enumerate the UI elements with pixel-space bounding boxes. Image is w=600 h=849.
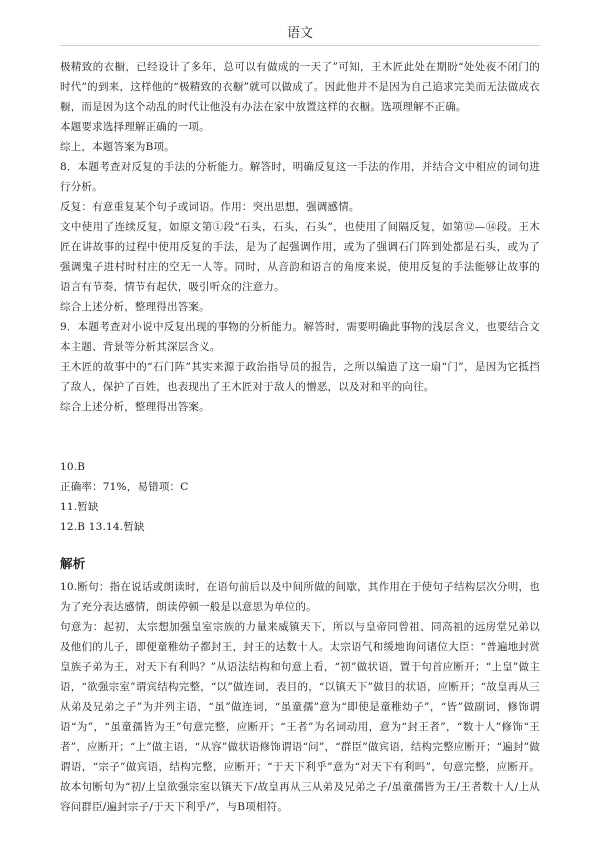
subject-title: 语文 bbox=[286, 26, 313, 41]
paragraph-q10-translation: 句意为：起初，太宗想加强皇室宗族的力量来威镇天下，所以与皇帝同曾祖、同高祖的远房堂兄弟以及他们的儿子，即便童稚幼子都封王，封王的达数十人。太宗语气和缓地询问诸位大臣：“普遍地封赏皇族子弟为王，对天下有利吗？”从语法结构和句意上看，“初”做状语，置于句首应断开；“上皇”做主语，“欲强宗室”谓宾结构完整，“以”做连词，表目的，“以镇天下”做目的状语，应断开；“故皇再从三从弟及兄弟之子”为并列主语，“虽”做连词，“虽童孺”意为“即使是童稚幼子”，“皆”做副词，修饰谓语“为”，“虽童孺皆为王”句意完整，应断开；“王者”为名词动用，意为“封王者”，“数十人”修饰“王者”，应断开；“上”做主语，“从容”做状语修饰谓语“问”，“群臣”做宾语，结构完整应断开；“遍封”做谓语，“宗子”做宾语，结构完整，应断开；“于天下利乎”意为“对天下有利吗”，句意完整，应断开。故本句断句为“初/上皇欲强宗室以镇天下/故皇再从三从弟及兄弟之子/虽童孺皆为王/王者数十人/上从容问群臣/遍封宗子/于天下利乎/”，与B项相符。 bbox=[60, 621, 540, 813]
paragraph-wardrobe: 极精致的衣橱，已经设计了多年，总可以有做成的一天了”可知，王木匠此处在期盼“处处夜不闭门的时代”的到来，这样他的“极精致的衣橱”就可以做成了。因此他并不是因为自己追求完美而无法做成衣橱，而是因为这个动乱的时代让他没有办法在家中放置这样的衣橱。选项理解不正确。 bbox=[60, 61, 540, 113]
paragraph-answer-summary: 综上，本题答案为B项。 bbox=[60, 141, 175, 153]
answer-line: 12.B 13.14.暂缺 bbox=[60, 521, 145, 533]
spacer bbox=[60, 537, 540, 551]
paragraph-q9-conclusion: 综合上述分析，整理得出答案。 bbox=[60, 401, 210, 413]
paragraph-q10-definition: 10.断句：指在说话或朗读时，在语句前后以及中间所做的间歇，其作用在于使句子结构层次分明，也为了充分表达感情，朗读停顿一般是以意思为单位的。 bbox=[60, 581, 540, 613]
answer-line: 10.B bbox=[60, 461, 86, 473]
header-divider bbox=[60, 45, 540, 46]
spacer bbox=[60, 417, 540, 457]
paragraph-requirement: 本题要求选择理解正确的一项。 bbox=[60, 121, 210, 133]
analysis-heading: 解析 bbox=[60, 556, 86, 571]
page-header bbox=[0, 0, 600, 50]
paragraph-q9-intro: 9．本题考查对小说中反复出现的事物的分析能力。解答时，需要明确此事物的浅层含义，也要结合文本主题、背景等分析其深层含义。 bbox=[60, 321, 540, 353]
paragraph-q8-conclusion: 综合上述分析，整理得出答案。 bbox=[60, 301, 210, 313]
paragraph-q8-analysis: 文中使用了连续反复，如原文第①段“石头，石头，石头”，也使用了间隔反复，如第⑫—⑭段。王木匠在讲故事的过程中使用反复的手法，是为了起强调作用，或为了强调石门阵到处都是石头，或为了强调鬼子进村时村庄的空无一人等。同时，从音韵和语言的角度来说，使用反复的手法能够让故事的语言有节奏，情节有起伏，吸引听众的注意力。 bbox=[60, 221, 540, 293]
document-body bbox=[60, 57, 540, 817]
paragraph-q8-intro: 8．本题考查对反复的手法的分析能力。解答时，明确反复这一手法的作用，并结合文中相应的词句进行分析。 bbox=[60, 161, 540, 193]
paragraph-q9-analysis: 王木匠的故事中的“石门阵”其实来源于政治指导员的报告，之所以编造了这一扇“门”，是因为它抵挡了敌人，保护了百姓，也表现出了王木匠对于敌人的憎恶，以及对和平的向往。 bbox=[60, 361, 540, 393]
paragraph-q8-definition: 反复：有意重复某个句子或词语。作用：突出思想，强调感情。 bbox=[60, 201, 360, 213]
answer-accuracy: 正确率：71%，易错项：C bbox=[60, 481, 189, 493]
answer-line: 11.暂缺 bbox=[60, 501, 99, 513]
